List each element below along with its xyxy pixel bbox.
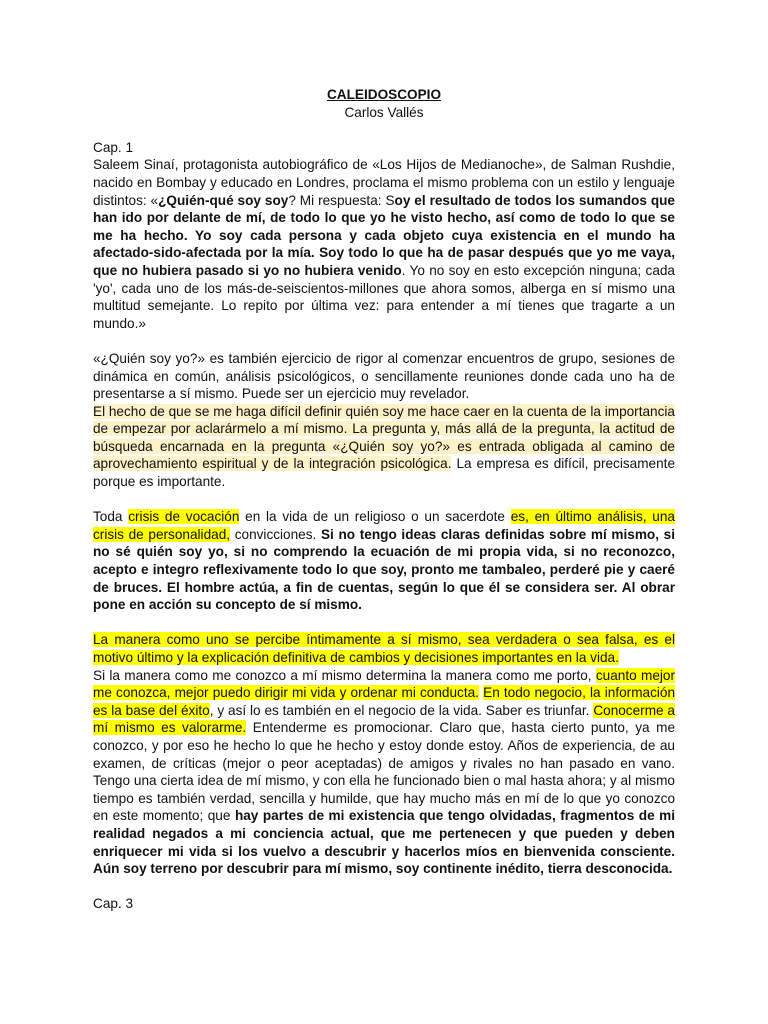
bold-text: oy el resultado de todos los sumandos que han ido por delante de mí, de todo lo que yo he visto hecho, así como de todo lo que se me ha hecho. Yo soy cada persona y cada objeto cuya existencia en el mundo ha afectado-sido-afectada por la mía. Soy todo lo que ha de pasar después que yo me vaya, que no hubiera pasado si yo no hubiera venido (93, 192, 675, 278)
paragraph-text: . Yo no soy en esto excepción ninguna; cada 'yo', cada uno de los más-de-seiscientos-millones que ahora somos, alberga en sí mismo una multitud semejante. Lo repito por última vez: para entender a mí tienes que tragarte a un mundo.» (93, 262, 675, 331)
bold-text: Si no tengo ideas claras definidas sobre mí mismo, si no sé quién soy yo, si no comprendo la ecuación de mi propia vida, si no reconozco, acepto e integro reflexivamente todo lo que soy, pronto me tambaleo, perderé pie y caeré de bruces. El hombre actúa, a fin de cuentas, según lo que él se considera ser. Al obrar pone en acción su concepto de sí mismo. (93, 526, 675, 613)
bold-text: hay partes de mi existencia que tengo olvidadas, fragmentos de mi realidad negados a mi conciencia actual, que me pertenecen y que pueden y deben enriquecer mi vida si los vuelvo a descubrir y hacerlos míos en bienvenida consciente. Aún soy terreno por descubrir para mí mismo, soy continente inédito, tierra desconocida. (93, 808, 675, 877)
paragraph-5 (93, 631, 675, 666)
paragraph-text: Si la manera como me conozco a mí mismo determina la manera como me porto, (93, 667, 596, 683)
chapter-heading: Cap. 1 (93, 139, 134, 155)
paragraph-text: en la vida de un religioso o un sacerdote (239, 509, 511, 525)
chapter-heading: Cap. 3 (93, 896, 134, 912)
document-title: CALEIDOSCOPIO (326, 87, 442, 102)
paragraph-2: «¿Quién soy yo?» es también ejercicio de rigor al comenzar encuentros de grupo, sesiones de dinámica en común, análisis psicológicos, o sencillamente reuniones donde cada uno ha de presentarse a sí mismo. Puede ser un ejercicio muy revelador. (93, 350, 675, 402)
paragraph-text: Entenderme es promocionar. Claro que, hasta cierto punto, ya me conozco, y por eso he hecho lo que he hecho y estoy donde estoy. Años de experiencia, de au examen, de críticas (mejor o peor aceptadas) de amigos y rivales no han pasado en vano. Tengo una cierta idea de mí mismo, y con ella he funcionado bien o mal hasta ahora; y al mismo tiempo es también verdad, sencilla y humilde, que hay mucho más en mí de lo que yo conozco en este momento; que (93, 720, 676, 824)
highlighted-text: crisis de vocación (128, 509, 240, 525)
highlighted-text: cuanto mejor me conozca, mejor puedo dirigir mi vida y ordenar mi conducta. (93, 667, 675, 701)
paragraph-text: Saleem Sinaí, protagonista autobiográfico de «Los Hijos de Medianoche», de Salman Rushdie, nacido en Bombay y educado en Londres, proclama el mismo problema con un estilo y lenguaje distintos: « (93, 157, 675, 208)
highlighted-text: En todo negocio, la información es la base del éxito (93, 685, 676, 718)
highlighted-text: Conocerme a mí mismo es valorarme. (93, 702, 675, 736)
spacer (93, 614, 675, 632)
document-page (93, 86, 675, 913)
paragraph-1 (93, 156, 675, 332)
spacer (93, 121, 675, 139)
paragraph-text: , y así lo es también en el negocio de la vida. Saber es triunfar. (209, 702, 594, 718)
document-author: Carlos Vallés (344, 104, 424, 120)
paragraph-3 (93, 403, 675, 491)
highlighted-text: es, en último análisis, una crisis de personalidad, (93, 509, 675, 542)
paragraph-6 (93, 667, 675, 878)
paragraph-text: Toda (93, 509, 129, 525)
bold-text: ¿Quién-qué soy soy (158, 192, 289, 208)
highlighted-text: El hecho de que se me haga difícil definir quién soy me hace caer en la cuenta de la importancia de empezar por aclarármelo a mí mismo. La pregunta y, más allá de la pregunta, la actitud de búsqueda encarnada en la pregunta «¿Quién soy yo?» es entrada obligada al camino de aprovechamiento espiritual y de la integración psicológica. (93, 403, 675, 472)
highlighted-text: La manera como uno se percibe íntimamente a sí mismo, sea verdadera o sea falsa, es el motivo último y la explicación definitiva de cambios y decisiones importantes en la vida. (93, 632, 675, 665)
spacer (93, 491, 675, 509)
paragraph-text: ? Mi respuesta: S (288, 192, 395, 208)
paragraph-text: La empresa es difícil, precisamente porque es importante. (93, 456, 676, 490)
spacer (93, 878, 675, 896)
spacer (93, 332, 675, 350)
paragraph-4 (93, 508, 675, 614)
paragraph-text: convicciones. (230, 526, 321, 542)
